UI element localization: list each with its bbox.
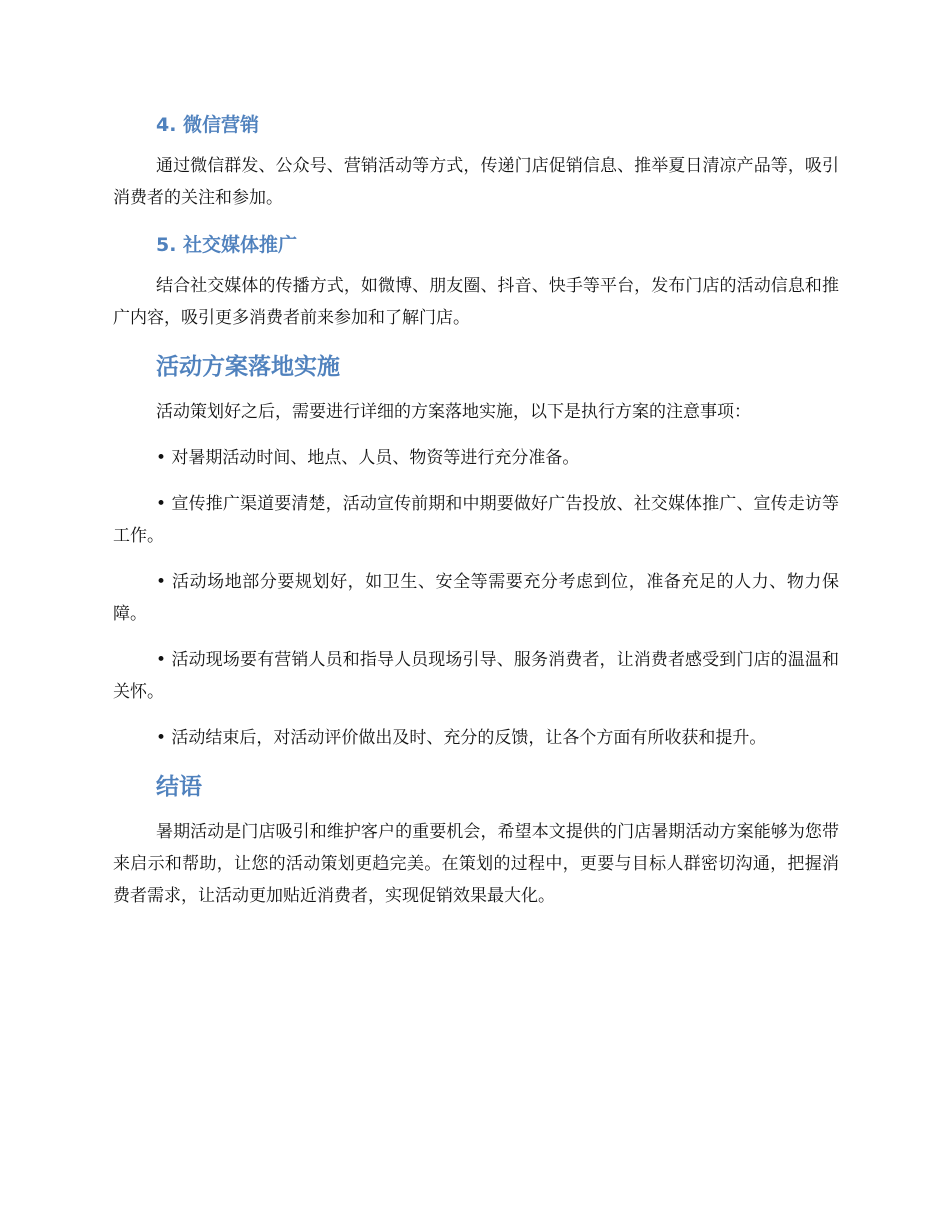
bullet-item-preparation: • 对暑期活动时间、地点、人员、物资等进行充分准备。 (156, 448, 580, 468)
section-heading-wechat-marketing: 4. 微信营销 (156, 114, 260, 136)
paragraph-conclusion: 暑期活动是门店吸引和维护客户的重要机会，希望本文提供的门店暑期活动方案能够为您带来启示和帮助，让您的活动策划更趋完美。在策划的过程中，更要与目标人群密切沟通，把握消费者需求，让活动更加贴近消费者，实现促销效果最大化。 (113, 822, 839, 906)
bullet-item-venue-planning: • 活动场地部分要规划好，如卫生、安全等需要充分考虑到位，准备充足的人力、物力保障。 (113, 572, 839, 624)
paragraph-social-media: 结合社交媒体的传播方式，如微博、朋友圈、抖音、快手等平台，发布门店的活动信息和推广内容，吸引更多消费者前来参加和了解门店。 (113, 276, 839, 328)
bullet-item-onsite-staff: • 活动现场要有营销人员和指导人员现场引导、服务消费者，让消费者感受到门店的温温和关怀。 (113, 650, 839, 702)
document-content (113, 108, 839, 926)
section-heading-implementation: 活动方案落地实施 (156, 354, 340, 380)
bullet-item-feedback: • 活动结束后，对活动评价做出及时、充分的反馈，让各个方面有所收获和提升。 (156, 728, 767, 748)
section-heading-social-media: 5. 社交媒体推广 (156, 234, 298, 256)
paragraph-implementation-intro: 活动策划好之后，需要进行详细的方案落地实施，以下是执行方案的注意事项： (156, 402, 751, 422)
paragraph-wechat-marketing: 通过微信群发、公众号、营销活动等方式，传递门店促销信息、推举夏日清凉产品等，吸引消费者的关注和参加。 (113, 156, 839, 208)
section-heading-conclusion: 结语 (156, 774, 202, 800)
bullet-item-promotion-channels: • 宣传推广渠道要清楚，活动宣传前期和中期要做好广告投放、社交媒体推广、宣传走访等工作。 (113, 494, 839, 546)
